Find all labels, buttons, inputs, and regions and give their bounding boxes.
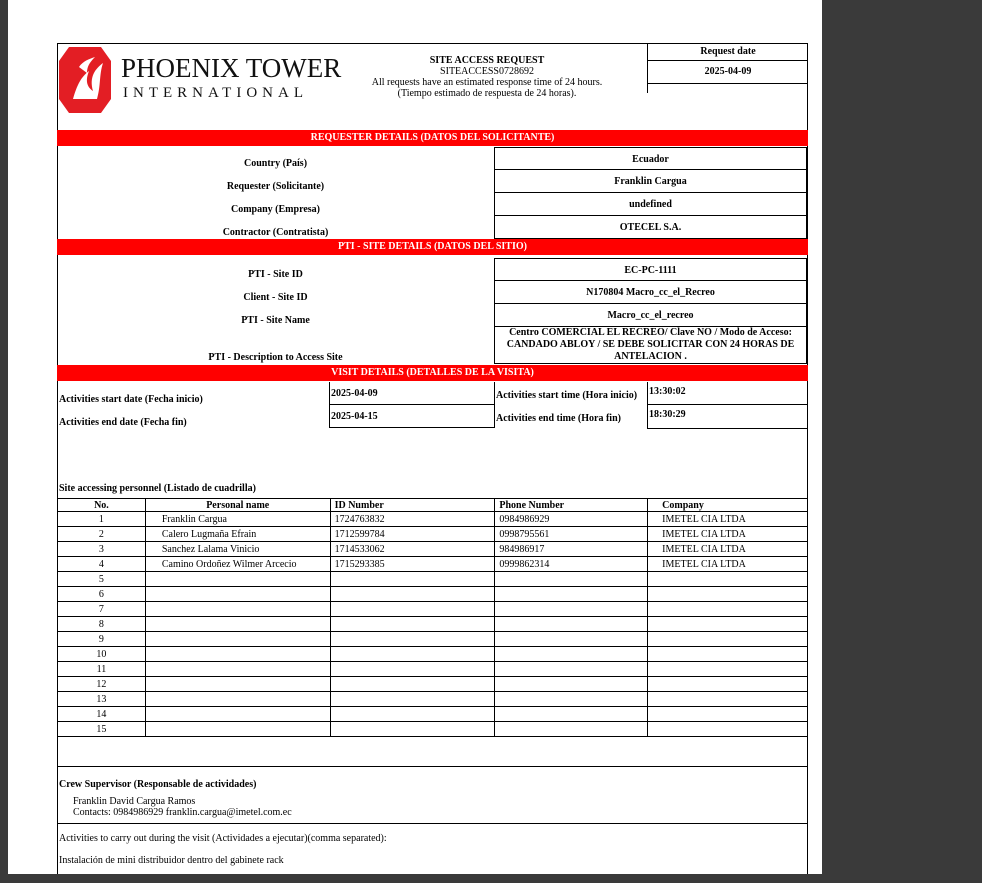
- row-id-number: [330, 572, 495, 587]
- requester-label: Requester (Solicitante): [226, 181, 325, 192]
- row-id-number: 1712599784: [330, 527, 495, 542]
- table-row: [58, 602, 808, 617]
- row-name: [145, 617, 330, 632]
- row-phone: [495, 662, 648, 677]
- row-id-number: [330, 707, 495, 722]
- col-header-name: Personal name: [145, 499, 330, 512]
- row-phone: [495, 632, 648, 647]
- client-site-id-label: Client - Site ID: [243, 292, 308, 303]
- table-row: [58, 572, 808, 587]
- row-name: [145, 587, 330, 602]
- row-phone: [495, 647, 648, 662]
- col-header-id: ID Number: [330, 499, 495, 512]
- contractor-label: Contractor (Contratista): [222, 227, 329, 238]
- country-label: Country (País): [243, 158, 308, 169]
- row-phone: [495, 572, 648, 587]
- row-no: 4: [58, 557, 146, 572]
- row-id-number: [330, 602, 495, 617]
- row-name: [145, 647, 330, 662]
- row-company: [648, 677, 808, 692]
- row-id-number: [330, 617, 495, 632]
- col-header-no: No.: [58, 499, 146, 512]
- row-no: 9: [58, 632, 146, 647]
- table-row: [58, 632, 808, 647]
- row-company: IMETEL CIA LTDA: [648, 542, 808, 557]
- row-id-number: [330, 677, 495, 692]
- table-row: [58, 527, 808, 542]
- personnel-rows: [58, 512, 808, 737]
- request-date-label: Request date: [648, 43, 808, 61]
- col-header-phone: Phone Number: [495, 499, 648, 512]
- site-section-bar: PTI - SITE DETAILS (DATOS DEL SITIO): [57, 239, 808, 255]
- row-name: [145, 572, 330, 587]
- row-id-number: [330, 647, 495, 662]
- row-name: [145, 662, 330, 677]
- row-phone: 0984986929: [495, 512, 648, 527]
- request-code: SITEACCESS0728692: [440, 66, 534, 77]
- access-description-label: PTI - Description to Access Site: [208, 352, 343, 363]
- row-id-number: [330, 587, 495, 602]
- supervisor-name: Franklin David Cargua Ramos: [73, 796, 196, 807]
- document-page: [8, 0, 822, 874]
- site-id-label: PTI - Site ID: [248, 269, 303, 280]
- row-no: 7: [58, 602, 146, 617]
- start-date-label: Activities start date (Fecha inicio): [59, 394, 203, 405]
- row-no: 3: [58, 542, 146, 557]
- row-phone: [495, 617, 648, 632]
- row-no: 6: [58, 587, 146, 602]
- row-name: [145, 692, 330, 707]
- page-title: SITE ACCESS REQUEST: [429, 55, 545, 66]
- row-phone: 0999862314: [495, 557, 648, 572]
- personnel-header-row: [58, 499, 808, 512]
- row-phone: [495, 692, 648, 707]
- row-no: 8: [58, 617, 146, 632]
- row-no: 2: [58, 527, 146, 542]
- row-company: IMETEL CIA LTDA: [648, 557, 808, 572]
- row-id-number: 1715293385: [330, 557, 495, 572]
- row-company: [648, 587, 808, 602]
- requester-section-bar: REQUESTER DETAILS (DATOS DEL SOLICITANTE): [57, 130, 808, 146]
- row-no: 1: [58, 512, 146, 527]
- row-phone: [495, 707, 648, 722]
- site-name-value: Macro_cc_el_recreo: [494, 304, 807, 327]
- client-site-id-value: N170804 Macro_cc_el_Recreo: [494, 281, 807, 304]
- row-company: [648, 707, 808, 722]
- personnel-table: [57, 498, 808, 737]
- logo-line2: INTERNATIONAL: [123, 85, 308, 101]
- logo: [59, 45, 342, 115]
- table-row: [58, 542, 808, 557]
- row-id-number: 1724763832: [330, 512, 495, 527]
- row-name: [145, 722, 330, 737]
- activities-text: Instalación de mini distribuidor dentro del gabinete rack: [59, 855, 284, 866]
- personnel-title: Site accessing personnel (Listado de cuadrilla): [59, 483, 256, 494]
- row-company: [648, 692, 808, 707]
- response-note-en: All requests have an estimated response time of 24 hours.: [371, 77, 603, 88]
- row-name: [145, 677, 330, 692]
- header-center: [357, 55, 617, 99]
- start-date-value: 2025-04-09: [329, 382, 494, 405]
- end-time-label: Activities end time (Hora fin): [494, 405, 648, 428]
- row-company: [648, 617, 808, 632]
- row-company: [648, 647, 808, 662]
- row-id-number: [330, 662, 495, 677]
- row-no: 14: [58, 707, 146, 722]
- row-no: 15: [58, 722, 146, 737]
- row-id-number: 1714533062: [330, 542, 495, 557]
- access-description-value: Centro COMERCIAL EL RECREO/ Clave NO / Modo de Acceso: CANDADO ABLOY / SE DEBE SOLICITAR CON 24 HORAS DE ANTELACION .: [494, 327, 807, 364]
- row-no: 13: [58, 692, 146, 707]
- row-company: IMETEL CIA LTDA: [648, 527, 808, 542]
- row-name: Franklin Cargua: [145, 512, 330, 527]
- requester-value: Franklin Cargua: [494, 170, 807, 193]
- supervisor-section: [57, 766, 808, 824]
- logo-line1: PHOENIX TOWER: [121, 53, 342, 83]
- row-company: [648, 632, 808, 647]
- table-row: [58, 512, 808, 527]
- table-row: [58, 587, 808, 602]
- activities-title: Activities to carry out during the visit (Actividades a ejecutar)(comma separated):: [59, 833, 387, 844]
- start-time-label: Activities start time (Hora inicio): [494, 382, 648, 405]
- supervisor-title: Crew Supervisor (Responsable de actividades): [59, 779, 257, 790]
- row-no: 5: [58, 572, 146, 587]
- access-request-form: [57, 43, 808, 883]
- start-time-value: 13:30:02: [647, 382, 808, 405]
- row-name: [145, 632, 330, 647]
- phoenix-logo-icon: [59, 47, 111, 113]
- table-row: [58, 662, 808, 677]
- row-company: [648, 722, 808, 737]
- row-company: [648, 662, 808, 677]
- row-name: Calero Lugmaña Efrain: [145, 527, 330, 542]
- row-name: [145, 707, 330, 722]
- row-company: IMETEL CIA LTDA: [648, 512, 808, 527]
- row-name: [145, 602, 330, 617]
- row-phone: [495, 722, 648, 737]
- row-no: 12: [58, 677, 146, 692]
- company-label: Company (Empresa): [231, 204, 320, 215]
- table-row: [58, 677, 808, 692]
- site-id-value: EC-PC-1111: [494, 258, 807, 281]
- row-phone: [495, 587, 648, 602]
- row-no: 11: [58, 662, 146, 677]
- row-id-number: [330, 632, 495, 647]
- request-date-box: [647, 43, 808, 93]
- table-row: [58, 722, 808, 737]
- row-id-number: [330, 722, 495, 737]
- end-time-value: 18:30:29: [647, 405, 808, 429]
- site-name-label: PTI - Site Name: [241, 315, 310, 326]
- row-name: Sanchez Lalama Vinicio: [145, 542, 330, 557]
- request-date-value: 2025-04-09: [648, 61, 808, 84]
- contractor-value: OTECEL S.A.: [494, 216, 807, 239]
- company-value: undefined: [494, 193, 807, 216]
- country-value: Ecuador: [494, 147, 807, 170]
- visit-section-bar: VISIT DETAILS (DETALLES DE LA VISITA): [57, 365, 808, 381]
- row-phone: [495, 602, 648, 617]
- row-company: [648, 602, 808, 617]
- table-row: [58, 692, 808, 707]
- row-company: [648, 572, 808, 587]
- end-date-label: Activities end date (Fecha fin): [59, 417, 187, 428]
- row-name: Camino Ordoñez Wilmer Arcecio: [145, 557, 330, 572]
- col-header-company: Company: [648, 499, 808, 512]
- table-row: [58, 557, 808, 572]
- table-row: [58, 647, 808, 662]
- row-id-number: [330, 692, 495, 707]
- row-phone: 0998795561: [495, 527, 648, 542]
- supervisor-contacts: Contacts: 0984986929 franklin.cargua@imetel.com.ec: [73, 807, 292, 818]
- response-note-es: (Tiempo estimado de respuesta de 24 horas).: [397, 88, 577, 99]
- table-row: [58, 707, 808, 722]
- row-phone: 984986917: [495, 542, 648, 557]
- table-row: [58, 617, 808, 632]
- row-no: 10: [58, 647, 146, 662]
- end-date-value: 2025-04-15: [329, 405, 494, 428]
- row-phone: [495, 677, 648, 692]
